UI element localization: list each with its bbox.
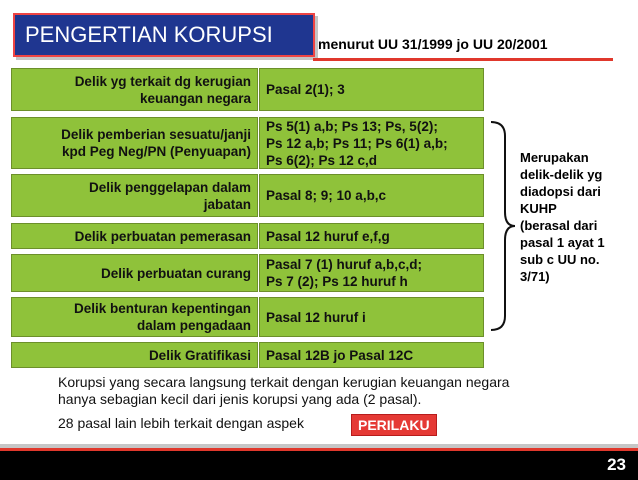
pasal-line: Pasal 8; 9; 10 a,b,c bbox=[266, 188, 387, 203]
pasal-cell bbox=[259, 68, 484, 111]
delik-label-line: kpd Peg Neg/PN (Penyuapan) bbox=[61, 144, 251, 159]
pasal-line: Pasal 12 huruf e,f,g bbox=[266, 228, 390, 244]
pasal-line: Ps 7 (2); Ps 12 huruf h bbox=[266, 274, 408, 289]
slide-title: PENGERTIAN KORUPSI bbox=[13, 13, 315, 57]
note-line: (berasal dari bbox=[520, 218, 598, 233]
note-line: 3/71) bbox=[520, 269, 550, 284]
note-line: delik-delik yg bbox=[520, 167, 603, 182]
paragraph-line: hanya sebagian kecil dari jenis korupsi yang ada (2 pasal). bbox=[58, 391, 422, 407]
slide-subtitle: menurut UU 31/1999 jo UU 20/2001 bbox=[318, 36, 548, 52]
delik-label-cell bbox=[11, 223, 258, 249]
pasal-cell bbox=[259, 223, 484, 249]
pasal-line: Ps 5(1) a,b; Ps 13; Ps, 5(2); bbox=[266, 118, 438, 134]
subtitle-underline bbox=[313, 58, 613, 61]
note-line: sub c UU no. bbox=[520, 252, 600, 267]
pasal-cell bbox=[259, 342, 484, 368]
delik-label-line: jabatan bbox=[203, 196, 251, 212]
delik-label-line: Delik yg terkait dg kerugian bbox=[74, 73, 251, 89]
delik-label-line: Delik perbuatan pemerasan bbox=[74, 228, 251, 244]
pasal-cell bbox=[259, 174, 484, 217]
page-number: 23 bbox=[607, 455, 626, 474]
pasal-line: Pasal 12B jo Pasal 12C bbox=[266, 347, 414, 363]
delik-label-line: Delik perbuatan curang bbox=[100, 265, 251, 281]
delik-label-line: Delik penggelapan dalam bbox=[88, 179, 251, 195]
side-note bbox=[520, 149, 630, 285]
delik-label-line: dalam pengadaan bbox=[136, 318, 251, 333]
paragraph-line: Korupsi yang secara langsung terkait dengan kerugian keuangan negara bbox=[58, 374, 510, 390]
pasal-cell bbox=[259, 254, 484, 292]
perilaku-badge: PERILAKU bbox=[351, 414, 437, 436]
summary-paragraph bbox=[58, 374, 618, 408]
delik-label-line: Delik benturan kepentingan bbox=[73, 301, 251, 316]
summary-line: 28 pasal lain lebih terkait dengan aspek bbox=[58, 415, 304, 431]
pasal-line: Ps 6(2); Ps 12 c,d bbox=[266, 152, 378, 168]
pasal-line: Pasal 7 (1) huruf a,b,c,d; bbox=[266, 257, 423, 272]
delik-label-cell bbox=[11, 254, 258, 292]
delik-label-line: Delik pemberian sesuatu/janji bbox=[61, 127, 251, 142]
footer-bar bbox=[0, 451, 638, 480]
pasal-line: Pasal 12 huruf i bbox=[266, 309, 366, 325]
pasal-line: Pasal 2(1); 3 bbox=[266, 82, 345, 97]
note-line: pasal 1 ayat 1 bbox=[520, 235, 605, 250]
delik-label-cell bbox=[11, 117, 258, 169]
delik-label-cell bbox=[11, 68, 258, 111]
note-line: diadopsi dari bbox=[520, 184, 601, 199]
note-line: KUHP bbox=[520, 201, 557, 216]
delik-label-cell bbox=[11, 174, 258, 217]
pasal-line: Ps 12 a,b; Ps 11; Ps 6(1) a,b; bbox=[266, 135, 448, 151]
delik-label-cell bbox=[11, 342, 258, 368]
pasal-cell bbox=[259, 117, 484, 169]
delik-label-cell bbox=[11, 297, 258, 337]
pasal-cell bbox=[259, 297, 484, 337]
delik-label-line: Delik Gratifikasi bbox=[148, 347, 251, 363]
note-line: Merupakan bbox=[520, 150, 589, 165]
delik-label-line: keuangan negara bbox=[139, 90, 251, 106]
curly-brace-icon bbox=[487, 120, 517, 332]
